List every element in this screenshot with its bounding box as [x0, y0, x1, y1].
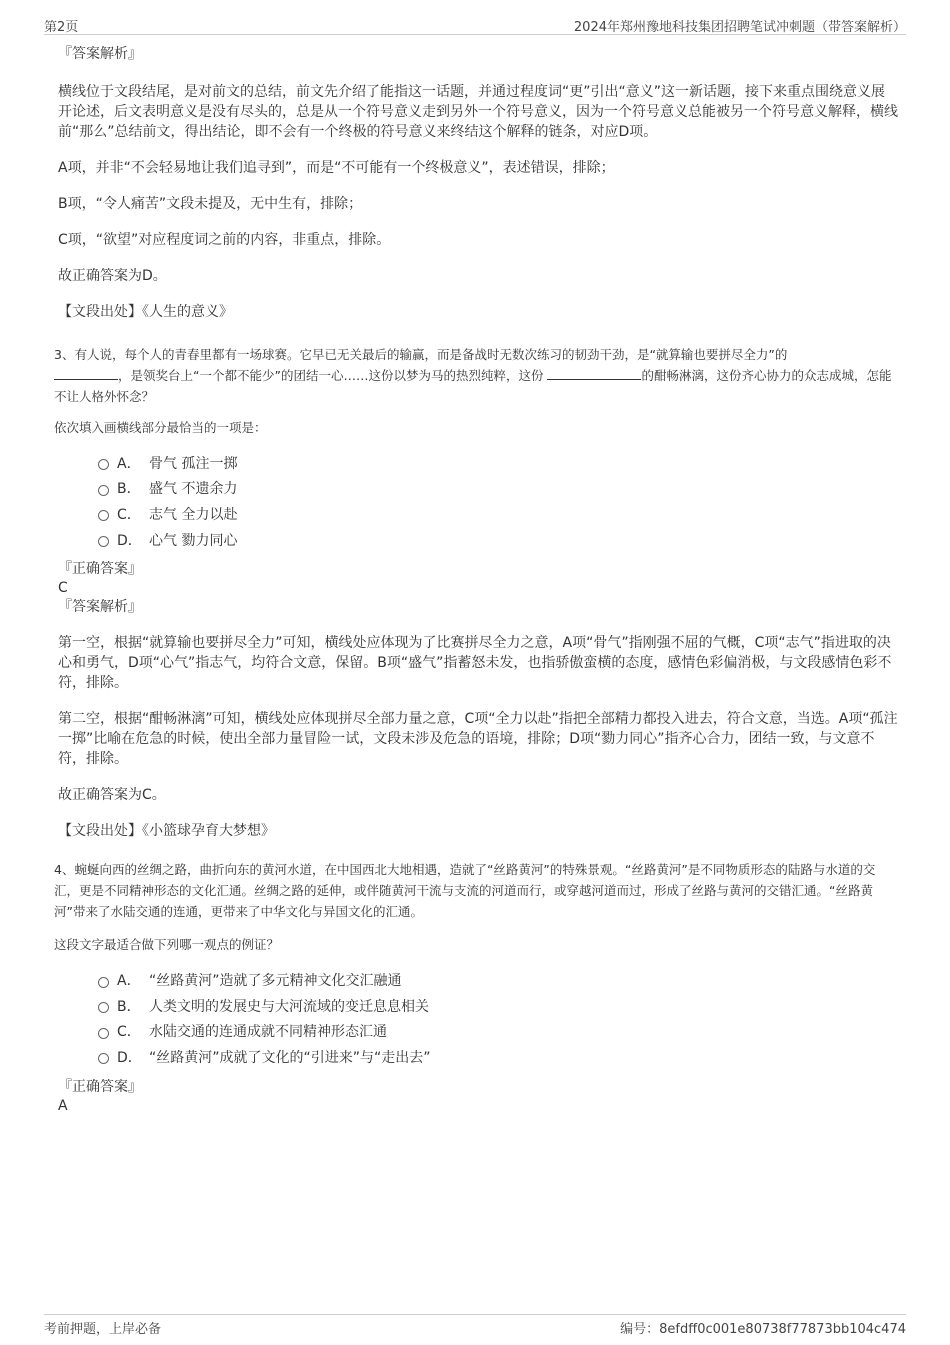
analysis-label: 『答案解析』: [58, 46, 142, 62]
radio-icon[interactable]: [98, 1028, 109, 1039]
q3-analysis-2: 第二空，根据“酣畅淋漓”可知，横线处应体现拼尽全部力量之意，C项“全力以赴”指把全部精力都投入进去，符合文意，当选。A项“孤注一掷”比喻在危急的时候，使出全部力量冒险一试，文段未涉及危急的语境，排除；D项“勠力同心”指齐心合力，团结一致，与文意不符，排除。: [58, 711, 898, 768]
page-header: [44, 14, 906, 35]
q4-options: [98, 968, 898, 1070]
page-footer: [44, 1314, 906, 1337]
q4-option-a[interactable]: A． “丝路黄河”造就了多元精神文化交汇融通: [98, 968, 898, 994]
analysis-label: 『答案解析』: [58, 599, 142, 616]
radio-icon[interactable]: [98, 1053, 109, 1064]
q3-answer: C: [58, 580, 68, 597]
document-title: 2024年郑州豫地科技集团招聘笔试冲刺题（带答案解析）: [573, 20, 906, 35]
radio-icon[interactable]: [98, 459, 109, 470]
q4-option-b[interactable]: B． 人类文明的发展史与大河流域的变迁息息相关: [98, 994, 898, 1020]
radio-icon[interactable]: [98, 977, 109, 988]
radio-icon[interactable]: [98, 485, 109, 496]
page-number: 第2页: [44, 20, 79, 35]
q3-blank-2: [547, 365, 641, 380]
q4-option-d[interactable]: D． “丝路黄河”成就了文化的“引进来”与“走出去”: [98, 1045, 898, 1071]
footer-slogan: 考前押题，上岸必备: [44, 1322, 162, 1337]
q2-analysis-b: B项，“令人痛苦”文段未提及，无中生有，排除；: [58, 196, 363, 212]
document-code: 编号：8efdff0c001e80738f77873bb104c474: [620, 1322, 906, 1337]
correct-answer-label: 『正确答案』: [58, 1078, 142, 1095]
q4-question: 4、蜿蜒向西的丝绸之路，曲折向东的黄河水道，在中国西北大地相遇，造就了“丝路黄河”的特殊景观。“丝路黄河”是不同物质形态的陆路与水道的交汇，更是不同精神形态的文化汇通。丝绸之路的延伸，或伴随黄河干流与支流的河道而行，或穿越河道而过，形成了丝路与黄河的交错汇通。“丝路黄河”带来了水陆交通的连通，更带来了中华文化与异国文化的汇通。: [54, 862, 876, 920]
q4-answer: A: [58, 1097, 68, 1114]
q3-prompt: 依次填入画横线部分最恰当的一项是：: [54, 420, 267, 435]
q3-options: [98, 451, 898, 553]
radio-icon[interactable]: [98, 510, 109, 521]
q3-question: 3、有人说，每个人的青春里都有一场球赛。它早已无关最后的输赢，而是备战时无数次练习的韧劲干劲，是“就算输也要拼尽全力”的 ，是领奖台上“一个都不能少”的团结一心……这份以梦为马的热烈纯粹，这份 的酣畅淋漓，这份齐心协力的众志成城，怎能不让人格外怀念？: [54, 347, 892, 404]
q2-analysis-a: A项，并非“不会轻易地让我们追寻到”，而是“不可能有一个终极意义”，表述错误，排除；: [58, 160, 615, 176]
radio-icon[interactable]: [98, 1002, 109, 1013]
document-body: [54, 44, 898, 1115]
q2-source: 【文段出处】《人生的意义》: [58, 304, 233, 320]
q3-blank-1: [54, 365, 118, 380]
q3-option-b[interactable]: B． 盛气 不遗余力: [98, 477, 898, 503]
q2-analysis-main: 横线位于文段结尾，是对前文的总结，前文先介绍了能指这一话题，并通过程度词“更”引出“意义”这一新话题，接下来重点围绕意义展开论述，后文表明意义是没有尽头的，总是从一个符号意义走到另外一个符号意义，因为一个符号意义总能被另一个符号意义解释，横线前“那么”总结前文，得出结论，即不会有一个终极的符号意义来终结这个解释的链条，对应D项。: [58, 84, 898, 140]
radio-icon[interactable]: [98, 536, 109, 547]
q3-option-a[interactable]: A． 骨气 孤注一掷: [98, 451, 898, 477]
correct-answer-label: 『正确答案』: [58, 561, 142, 578]
q3-analysis-1: 第一空，根据“就算输也要拼尽全力”可知，横线处应体现为了比赛拼尽全力之意，A项“骨气”指刚强不屈的气概，C项“志气”指进取的决心和勇气，D项“心气”指志气，均符合文意，保留。B项“盛气”指蓄怒未发，也指骄傲蛮横的态度，感情色彩偏消极，与文段感情色彩不符，排除。: [58, 635, 892, 692]
q3-source: 【文段出处】《小篮球孕育大梦想》: [58, 823, 275, 840]
q3-option-d[interactable]: D． 心气 勠力同心: [98, 528, 898, 554]
q2-conclusion: 故正确答案为D。: [58, 268, 167, 284]
q3-conclusion: 故正确答案为C。: [58, 787, 166, 804]
q3-option-c[interactable]: C． 志气 全力以赴: [98, 502, 898, 528]
q4-prompt: 这段文字最适合做下列哪一观点的例证？: [54, 937, 280, 953]
q2-analysis-c: C项，“欲望”对应程度词之前的内容，非重点，排除。: [58, 232, 391, 248]
q4-option-c[interactable]: C． 水陆交通的连通成就不同精神形态汇通: [98, 1020, 898, 1046]
